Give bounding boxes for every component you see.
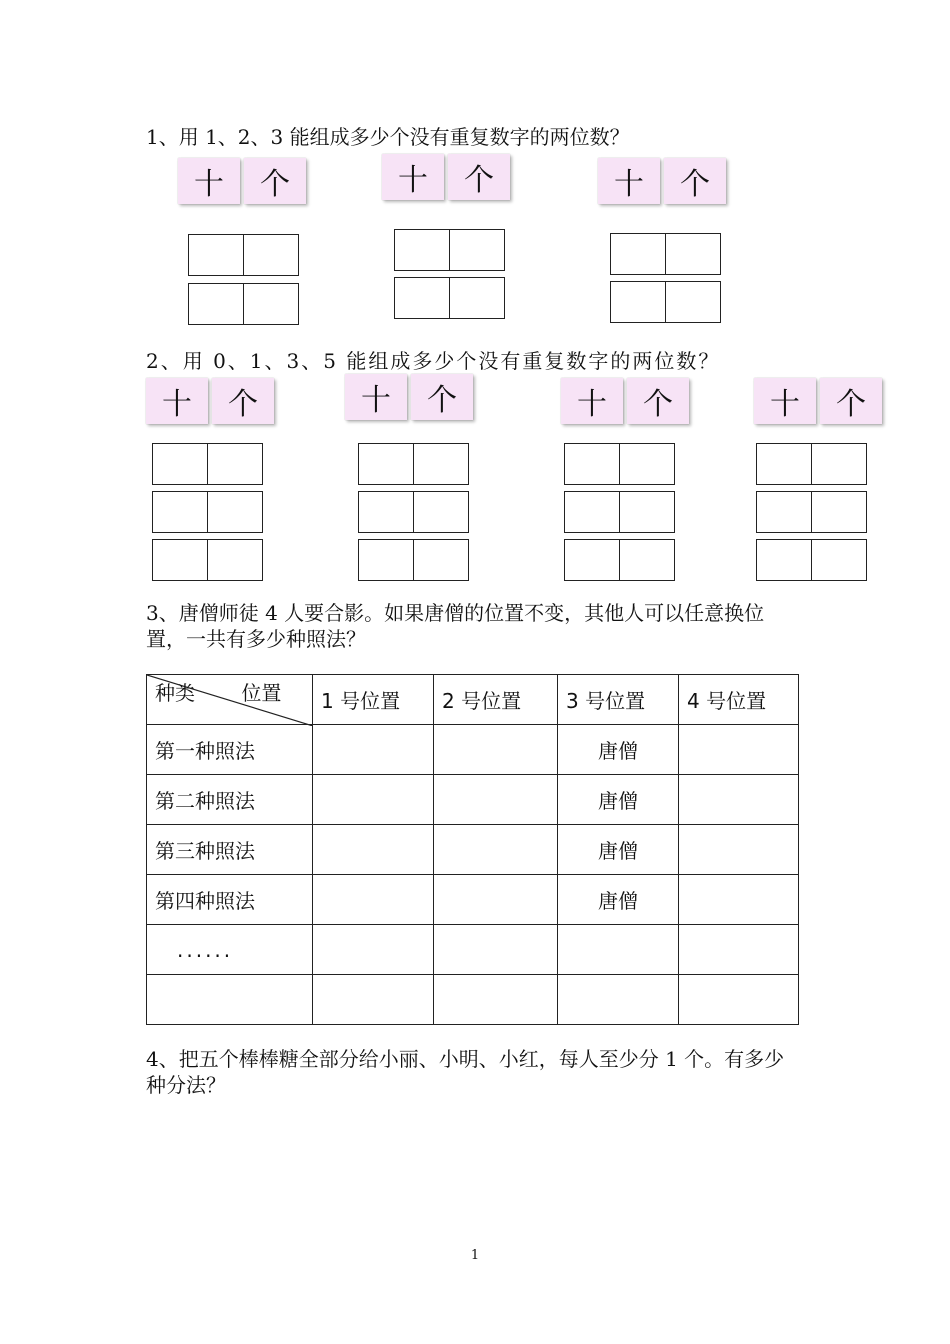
table-cell[interactable] (434, 925, 558, 975)
ones-label: 个 (244, 158, 306, 204)
tens-label: 十 (382, 154, 444, 200)
place-label-group (561, 378, 689, 424)
table-cell[interactable] (679, 825, 799, 875)
table-cell[interactable] (679, 875, 799, 925)
table-cell[interactable] (679, 775, 799, 825)
ones-label: 个 (664, 158, 726, 204)
tens-label: 十 (754, 378, 816, 424)
table-row (147, 975, 799, 1025)
table-cell: 唐僧 (558, 725, 679, 775)
question-4-line-1: 4、把五个棒棒糖全部分给小丽、小明、小红，每人至少分 1 个。有多少 (146, 1047, 785, 1071)
table-cell[interactable] (679, 725, 799, 775)
answer-box-pair[interactable] (358, 539, 469, 581)
ones-label: 个 (212, 378, 274, 424)
row-label: 第二种照法 (147, 775, 313, 825)
table-cell[interactable] (679, 925, 799, 975)
table-cell: 唐僧 (558, 875, 679, 925)
answer-box-pair[interactable] (610, 233, 721, 275)
place-label-group (382, 154, 510, 200)
corner-right-label: 位置 (241, 681, 282, 705)
table-header-cell: 2 号位置 (434, 675, 558, 725)
table-cell[interactable] (679, 975, 799, 1025)
table-row (147, 875, 799, 925)
question-2: 2、用 0、1、3、5 能组成多少个没有重复数字的两位数？ (146, 349, 721, 373)
table-row (147, 775, 799, 825)
place-label-group (146, 378, 274, 424)
ones-label: 个 (411, 374, 473, 420)
table-cell: 唐僧 (558, 825, 679, 875)
row-label: 第四种照法 (147, 875, 313, 925)
answer-box-pair[interactable] (756, 443, 867, 485)
corner-left-label: 种类 (155, 681, 195, 705)
tens-label: 十 (598, 158, 660, 204)
place-label-group (178, 158, 306, 204)
table-cell[interactable] (558, 925, 679, 975)
ones-label: 个 (820, 378, 882, 424)
corner-header-cell (147, 675, 313, 725)
tens-label: 十 (146, 378, 208, 424)
answer-box-pair[interactable] (358, 491, 469, 533)
place-label-group (345, 374, 473, 420)
tens-label: 十 (561, 378, 623, 424)
question-4-line-2: 种分法？ (146, 1073, 226, 1097)
table-cell[interactable] (313, 725, 434, 775)
answer-box-pair[interactable] (152, 491, 263, 533)
answer-box-pair[interactable] (610, 281, 721, 323)
answer-box-pair[interactable] (756, 539, 867, 581)
row-label: ...... (147, 925, 313, 975)
table-header-row (147, 675, 799, 725)
question-3-line-1: 3、唐僧师徒 4 人要合影。如果唐僧的位置不变，其他人可以任意换位 (146, 601, 765, 625)
tens-label: 十 (178, 158, 240, 204)
table-cell[interactable] (313, 975, 434, 1025)
answer-box-pair[interactable] (188, 283, 299, 325)
table-cell[interactable] (434, 775, 558, 825)
ones-label: 个 (448, 154, 510, 200)
row-label: 第一种照法 (147, 725, 313, 775)
question-1: 1、用 1、2、3 能组成多少个没有重复数字的两位数？ (146, 125, 630, 149)
answer-box-pair[interactable] (358, 443, 469, 485)
table-cell[interactable] (313, 775, 434, 825)
question-3-line-2: 置，一共有多少种照法？ (146, 627, 366, 651)
table-row (147, 725, 799, 775)
table-cell[interactable] (558, 975, 679, 1025)
table-header-cell: 3 号位置 (558, 675, 679, 725)
table-cell: 唐僧 (558, 775, 679, 825)
ones-label: 个 (627, 378, 689, 424)
place-label-group (598, 158, 726, 204)
answer-box-pair[interactable] (564, 491, 675, 533)
answer-box-pair[interactable] (394, 229, 505, 271)
table-cell[interactable] (313, 875, 434, 925)
row-label: 第三种照法 (147, 825, 313, 875)
table-cell[interactable] (434, 875, 558, 925)
table-cell[interactable] (313, 825, 434, 875)
table-cell[interactable] (434, 825, 558, 875)
answer-box-pair[interactable] (188, 234, 299, 276)
answer-box-pair[interactable] (756, 491, 867, 533)
answer-box-pair[interactable] (564, 443, 675, 485)
table-cell[interactable] (434, 975, 558, 1025)
table-header-cell: 4 号位置 (679, 675, 799, 725)
answer-box-pair[interactable] (564, 539, 675, 581)
tens-label: 十 (345, 374, 407, 420)
table-header-cell: 1 号位置 (313, 675, 434, 725)
table-row (147, 825, 799, 875)
row-label (147, 975, 313, 1025)
table-cell[interactable] (434, 725, 558, 775)
page-number: 1 (470, 1248, 480, 1263)
table-cell[interactable] (313, 925, 434, 975)
photo-arrangement-table (146, 674, 799, 1025)
place-label-group (754, 378, 882, 424)
answer-box-pair[interactable] (152, 443, 263, 485)
answer-box-pair[interactable] (394, 277, 505, 319)
answer-box-pair[interactable] (152, 539, 263, 581)
table-row (147, 925, 799, 975)
